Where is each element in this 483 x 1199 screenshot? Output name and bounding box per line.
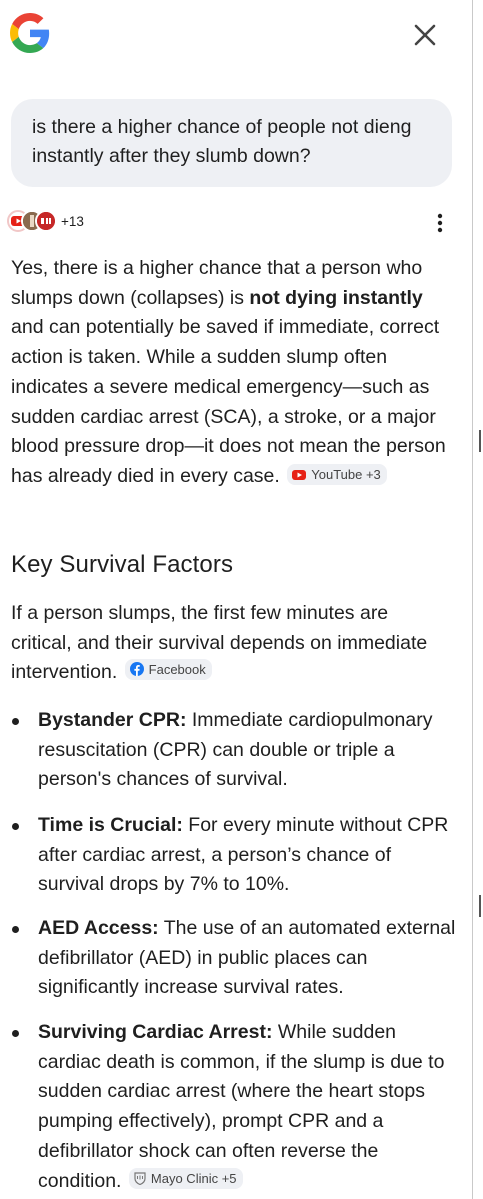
list-item-body: While sudden cardiac death is common, if the slump is due to sudden cardiac arrest (where the heart stops pumping effectively), prompt CPR and a defibrillator shock can often reverse the condition. bbox=[38, 1021, 445, 1192]
chip-label: Facebook bbox=[148, 661, 206, 677]
list-item-text bbox=[38, 1018, 458, 1196]
list-item-body: Immediate cardiopulmonary resuscitation (CPR) can double or triple a person's chances of survival. bbox=[38, 709, 433, 791]
source-chip-youtube[interactable] bbox=[287, 464, 387, 485]
list-item-text bbox=[38, 811, 458, 900]
list-item-title: Bystander CPR: bbox=[38, 709, 187, 731]
section-heading: Key Survival Factors bbox=[11, 551, 234, 578]
source-logo-icon bbox=[35, 210, 57, 232]
more-vert-icon[interactable] bbox=[428, 209, 452, 237]
list-item-title: Time is Crucial: bbox=[38, 814, 183, 836]
source-count: +13 bbox=[61, 213, 84, 229]
chip-label: Mayo Clinic +5 bbox=[150, 1170, 237, 1186]
list-item-title: Surviving Cardiac Arrest: bbox=[38, 1021, 273, 1043]
list-item-text bbox=[38, 706, 458, 795]
answer-text: and can potentially be saved if immediate, correct action is taken. While a sudden slump often indicates a severe medical emergency—such as sudden cardiac arrest (SCA), a stroke, or a major blood pressure drop—it does not mean the person has already died in every case. bbox=[11, 316, 446, 487]
chip-label: YouTube +3 bbox=[311, 467, 381, 483]
mayo-clinic-shield-icon bbox=[134, 1172, 146, 1185]
answer-bold-text: not dying instantly bbox=[249, 286, 423, 309]
edge-tick bbox=[479, 430, 481, 452]
bullet-dot bbox=[12, 1030, 19, 1037]
query-bubble bbox=[11, 99, 452, 187]
answer-intro bbox=[11, 254, 451, 492]
edge-tick bbox=[479, 895, 481, 917]
answer-text: Yes, there is a higher chance that a person who slumps down (collapses) is bbox=[11, 257, 423, 309]
list-item-text bbox=[38, 914, 458, 1003]
list-item-body: The use of an automated external defibrillator (AED) in public places can significantly increase survival rates. bbox=[38, 917, 456, 999]
list-item-body: For every minute without CPR after cardiac arrest, a person’s chance of survival drops by 7% to 10%. bbox=[38, 814, 449, 896]
facebook-icon bbox=[130, 662, 144, 676]
source-chip-facebook[interactable] bbox=[125, 659, 212, 680]
close-icon[interactable] bbox=[410, 20, 440, 50]
bullet-dot bbox=[12, 823, 19, 830]
section-intro-text: If a person slumps, the first few minutes are critical, and their survival depends on immediate intervention. bbox=[11, 602, 428, 684]
scroll-edge bbox=[472, 0, 483, 1199]
bullet-dot bbox=[12, 926, 19, 933]
bullet-dot bbox=[12, 718, 19, 725]
google-g-icon bbox=[10, 13, 50, 53]
sources-row[interactable] bbox=[7, 206, 84, 236]
list-item-title: AED Access: bbox=[38, 917, 159, 939]
header bbox=[0, 0, 470, 70]
section-intro bbox=[11, 599, 451, 688]
youtube-icon bbox=[292, 470, 306, 480]
source-chip-mayo-clinic[interactable] bbox=[129, 1168, 243, 1189]
query-text: is there a higher chance of people not dieng instantly after they slumb down? bbox=[32, 116, 412, 167]
